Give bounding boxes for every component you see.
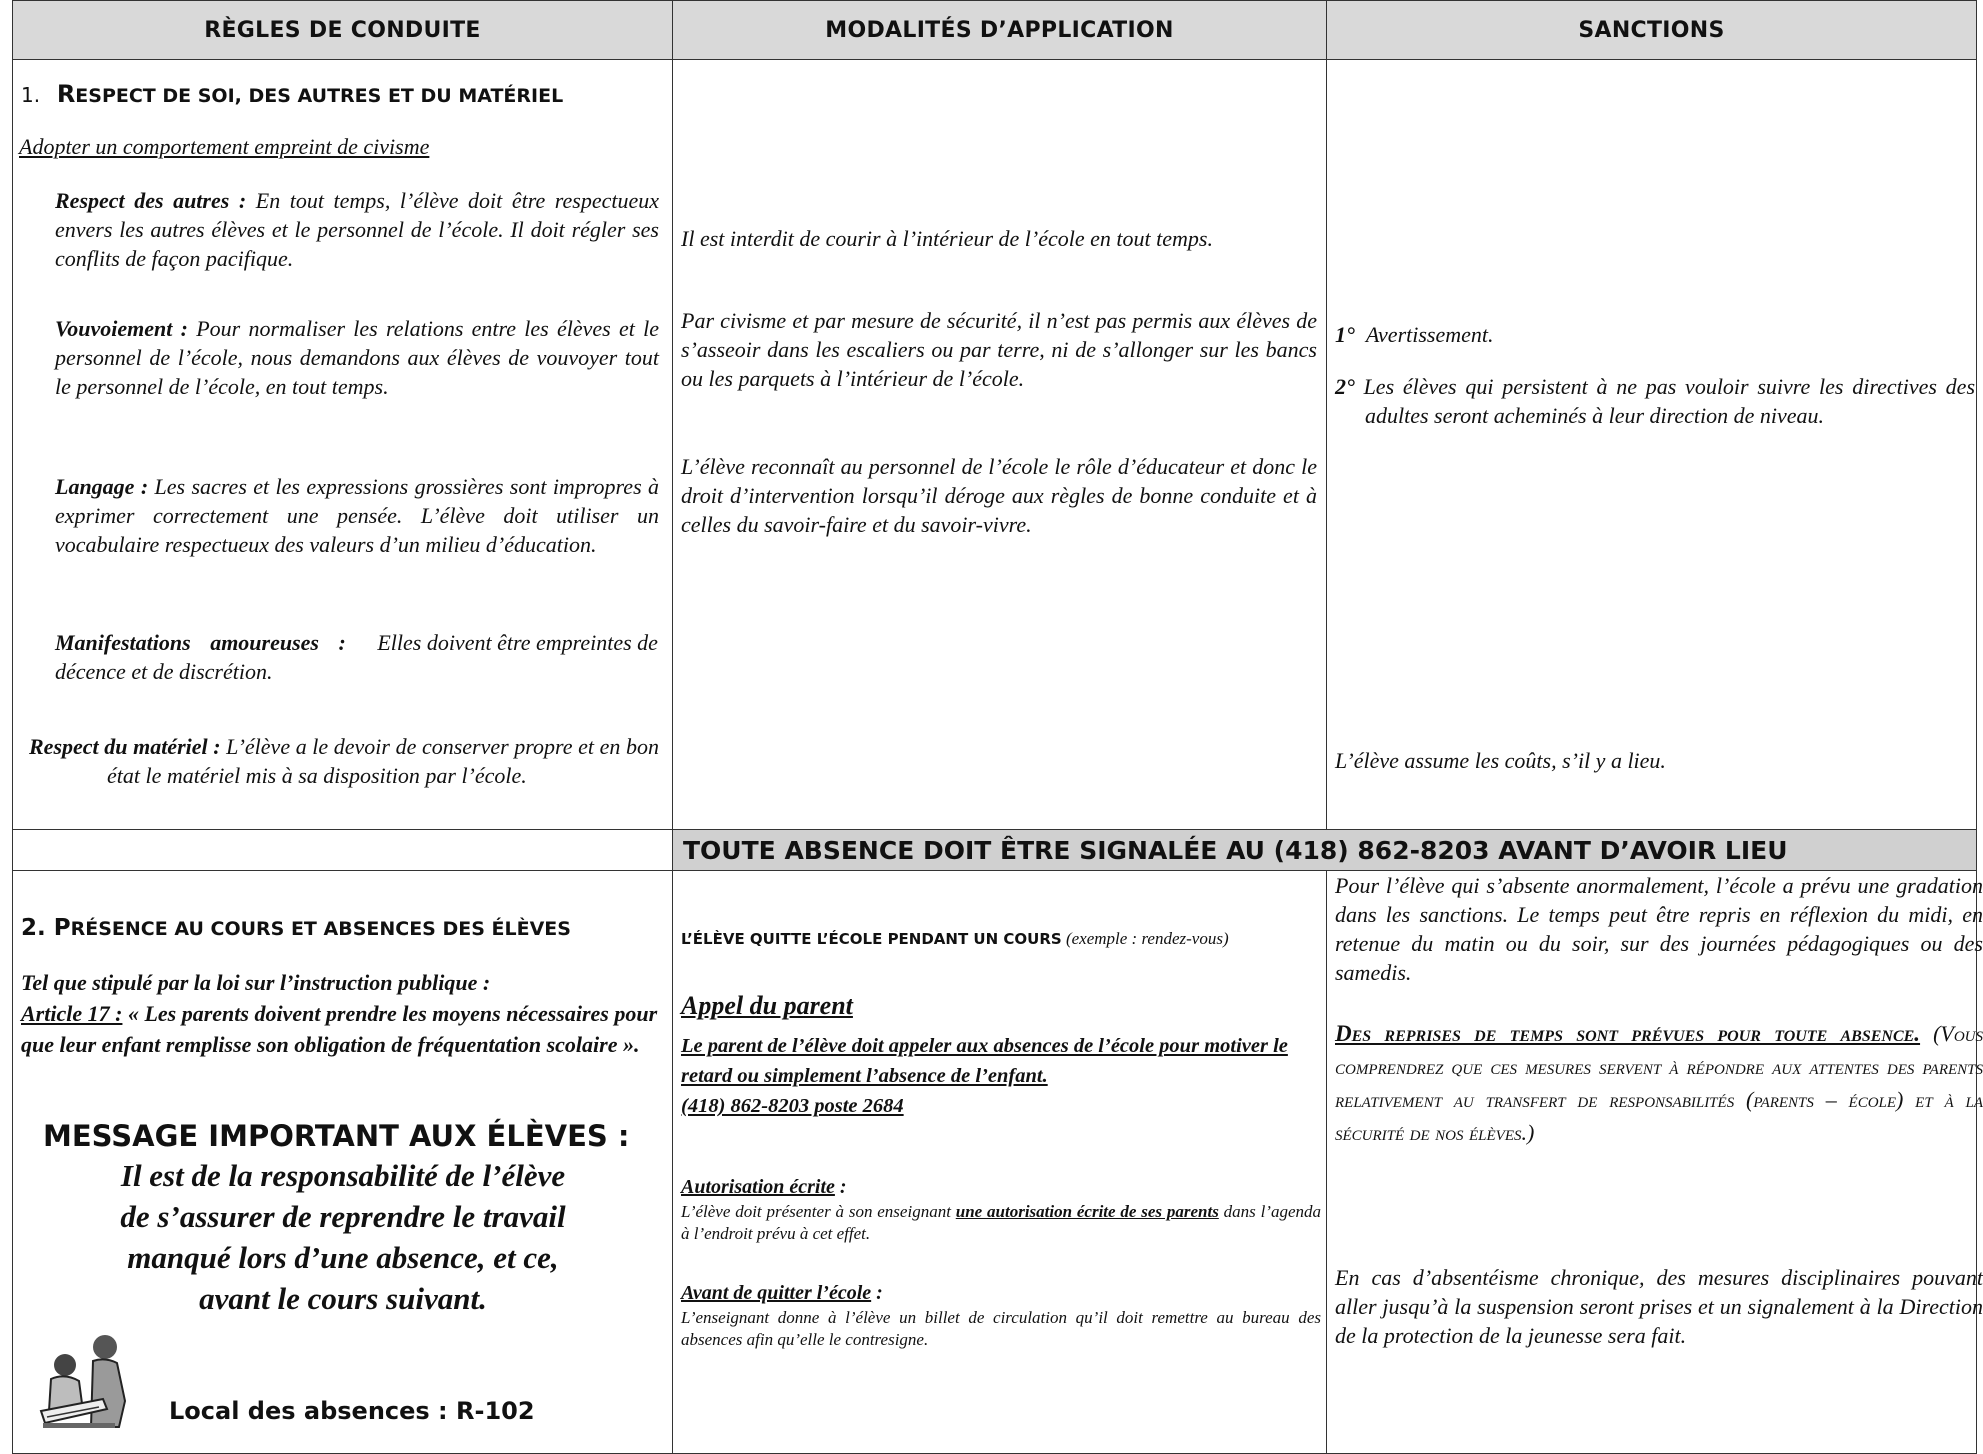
modality-educator-role: L’élève reconnaît au personnel de l’école le rôle d’éducateur et donc le droit d’intervention lorsqu’il déroge aux règles de bonne conduite et à celles du savoir-faire et du savoir-vivre.: [681, 454, 1317, 537]
section2-rules-cell: [13, 871, 673, 1454]
message-body: Il est de la responsabilité de l’élève de s’assurer de reprendre le travail manqué lors d’une absence, et ce, avant le cours suivant.: [120, 1158, 566, 1316]
banner-empty-cell: [13, 830, 673, 871]
section1-rules-cell: [13, 60, 673, 830]
parent-call-title: Appel du parent: [681, 991, 853, 1020]
rules-table: [12, 0, 1983, 1454]
rule-respect-autres: Respect des autres : En tout temps, l’élève doit être respectueux envers les autres élèves et le personnel de l’école. Il doit régler ses conflits de façon pacifique.: [55, 188, 660, 271]
rule-vouvoiement: Vouvoiement : Pour normaliser les relations entre les élèves et le personnel de l’école, nous demandons aux élèves de vouvoyer tout le personnel de l’école, en tout temps.: [55, 316, 659, 399]
absence-banner: TOUTE ABSENCE DOIT ÊTRE SIGNALÉE AU (418) 862-8203 AVANT D’AVOIR LIEU: [673, 830, 1977, 871]
time-reprises: Des reprises de temps sont prévues pour toute absence. (Vous comprendrez que ces mesures servent à répondre aux attentes des parents relativement au transfert de responsabilités (parents – école) et à la sécurité de nos élèves.): [1335, 1021, 1983, 1145]
message-title: MESSAGE IMPORTANT AUX ÉLÈVES :: [43, 1119, 630, 1153]
header-row: [13, 1, 1977, 60]
sanction-gradation: Pour l’élève qui s’absente anormalement, l’école a prévu une gradation dans les sanctions. Le temps peut être repris en réflexion du midi, en retenue du matin ou du soir, sur des journées pédagogiques ou des samedis.: [1335, 873, 1983, 985]
header-rules: RÈGLES DE CONDUITE: [13, 1, 673, 60]
section2-title: 2. PRÉSENCE AU COURS ET ABSENCES DES ÉLÈVES: [21, 915, 571, 941]
section2-sanctions-cell: [1327, 871, 1983, 1454]
code-of-conduct-page: [12, 0, 1983, 1453]
section1-modalities-cell: [673, 60, 1327, 830]
section1-subtitle: Adopter un comportement empreint de civisme: [19, 134, 430, 159]
sanction-material: L’élève assume les coûts, s’il y a lieu.: [1335, 748, 1666, 773]
section1-row: [13, 60, 1977, 830]
section1-sanctions-cell: [1327, 60, 1977, 830]
law-text: Tel que stipulé par la loi sur l’instruction publique : Article 17 : « Les parents doivent prendre les moyens nécessaires pour que leur enfant remplisse son obligation de fréquentation scolaire ».: [21, 970, 658, 1057]
absence-office-local: Local des absences : R-102: [169, 1397, 535, 1425]
parent-call-text: Le parent de l’élève doit appeler aux absences de l’école pour motiver le retard ou simplement l’absence de l’enfant. (418) 862-8203 poste 2684: [681, 1035, 1288, 1117]
banner-row: [13, 830, 1977, 871]
section1-title: 1. RESPECT DE SOI, DES AUTRES ET DU MATÉRIEL: [21, 80, 564, 108]
students-icon: [33, 1331, 139, 1431]
section2-modalities-cell: [673, 871, 1327, 1454]
rule-langage: Langage : Les sacres et les expressions grossières sont impropres à exprimer correctement une pensée. L’élève doit utiliser un vocabulaire respectueux des valeurs d’un milieu d’éducation.: [55, 474, 660, 557]
sanction-2: 2° Les élèves qui persistent à ne pas vouloir suivre les directives des adultes seront acheminés à leur direction de niveau.: [1335, 374, 1976, 428]
leaves-school-heading: L’ÉLÈVE QUITTE L’ÉCOLE PENDANT UN COURS (exemple : rendez-vous): [681, 929, 1229, 948]
modality-no-running: Il est interdit de courir à l’intérieur de l’école en tout temps.: [681, 226, 1213, 251]
written-authorization: Autorisation écrite : L’élève doit présenter à son enseignant une autorisation écrite de ses parents dans l’agenda à l’endroit prévu à cet effet.: [681, 1176, 1322, 1243]
section2-row: [13, 871, 1977, 1454]
rule-respect-materiel: Respect du matériel : L’élève a le devoir de conserver propre et en bon état le matériel mis à sa disposition par l’école.: [29, 734, 660, 788]
chronic-absence: En cas d’absentéisme chronique, des mesures disciplinaires pouvant aller jusqu’à la suspension seront prises et un signalement à la Direction de la protection de la jeunesse sera fait.: [1335, 1265, 1983, 1348]
header-sanctions: SANCTIONS: [1327, 1, 1977, 60]
modality-no-sitting: Par civisme et par mesure de sécurité, il n’est pas permis aux élèves de s’asseoir dans les escaliers ou par terre, ni de s’allonger sur les bancs ou les parquets à l’intérieur de l’école.: [681, 308, 1317, 391]
sanction-1: 1° Avertissement.: [1335, 322, 1494, 347]
before-leaving: Avant de quitter l’école : L’enseignant donne à l’élève un billet de circulation qu’il doit remettre au bureau des absences afin qu’elle le contresigne.: [681, 1282, 1321, 1349]
header-modalities: MODALITÉS D’APPLICATION: [673, 1, 1327, 60]
rule-manifestations: Manifestations amoureuses : Elles doivent être empreintes de décence et de discrétion.: [55, 630, 658, 684]
